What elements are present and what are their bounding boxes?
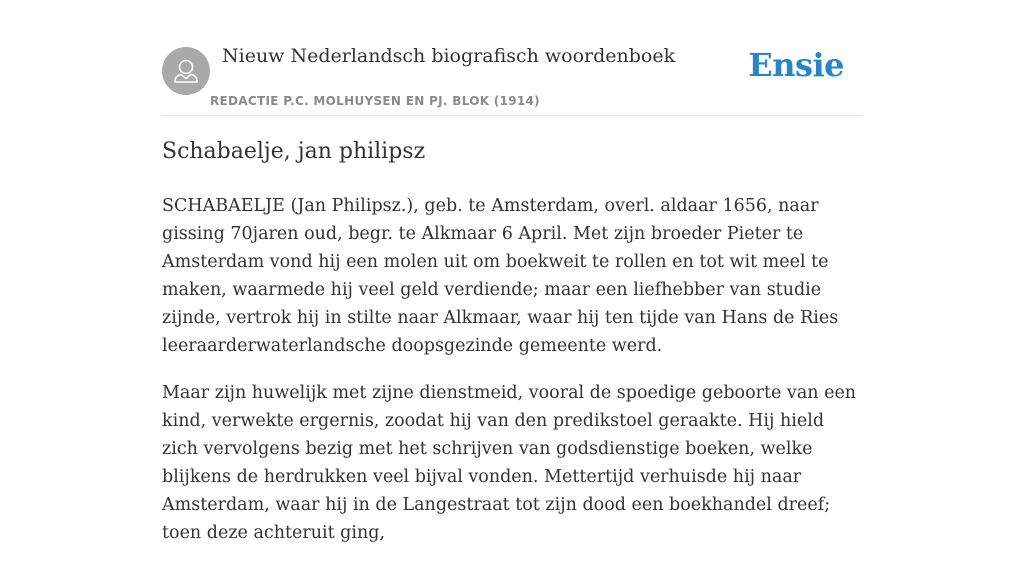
entry-title: Schabaelje, jan philipsz [162,139,426,164]
entry-content [162,192,862,566]
user-placeholder-icon [162,47,210,95]
page-container [162,0,862,543]
book-title[interactable]: Nieuw Nederlandsch biografisch woordenboek [222,45,676,67]
entry-paragraph: Maar zijn huwelijk met zijne dienstmeid, vooral de spoedige geboorte van een kind, verwekte ergernis, zoodat hij van den predikstoel geraakte. Hij hield zich vervolgens bezig met het schrijven van godsdienstige boeken, welke blijkens de herdrukken veel bijval vonden. Mettertijd verhuisde hij naar Amsterdam, waar hij in de Langestraat tot zijn dood een boekhandel dreef; toen deze achteruit ging, [162,383,857,543]
entry-paragraph: SCHABAELJE (Jan Philipsz.), geb. te Amsterdam, overl. aldaar 1656, naar gissing 70jaren oud, begr. te Alkmaar 6 April. Met zijn broeder Pieter te Amsterdam vond hij een molen uit om boekweit te rollen en tot wit meel te maken, waarmede hij veel geld verdiende; maar een liefhebber van studie zijnde, vertrok hij in stilte naar Alkmaar, waar hij ten tijde van Hans de Ries leeraarderwaterlandsche doopsgezinde gemeente werd. [162,196,839,356]
book-header [162,0,862,116]
ensie-logo[interactable]: Ensie [748,46,844,84]
book-editors: REDACTIE P.C. MOLHUYSEN EN PJ. BLOK (1914) [210,94,540,108]
